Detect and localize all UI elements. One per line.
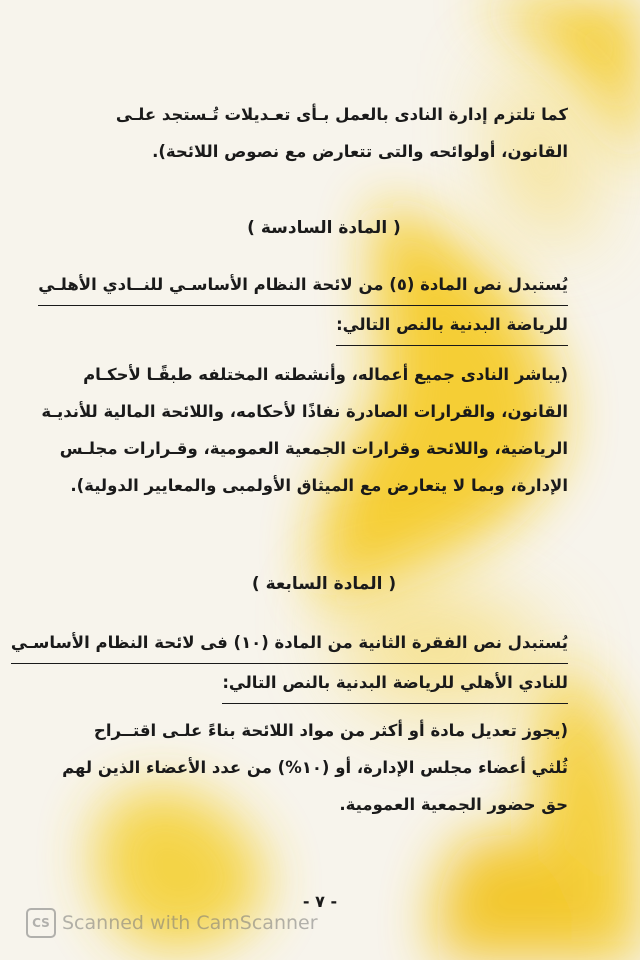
article-7-lead <box>10 624 568 704</box>
article-6-body-line-2: القانون، والقرارات الصادرة نفاذًا لأحكامه، واللائحة المالية للأنديـة <box>41 402 568 421</box>
intro-line-1: كما تلتزم إدارة النادى بالعمل بـأى تعـديلات تُـستجد علـى <box>115 105 568 124</box>
article-6-body-line-3: الرياضية، واللائحة وقرارات الجمعية العمومية، وقـرارات مجلـس <box>59 439 568 458</box>
article-6-heading: ( المادة السادسة ) <box>247 218 401 238</box>
article-6-lead-line-1: يُستبدل نص المادة (٥) من لائحة النظام الأساسـي للنــادي الأهلـي <box>38 266 568 306</box>
article-6-body-line-4: الإدارة، وبما لا يتعارض مع الميثاق الأولمبى والمعايير الدولية). <box>70 476 568 495</box>
article-6-body <box>41 356 568 504</box>
camscanner-watermark <box>26 908 318 938</box>
article-7-body-line-1: (يجوز تعديل مادة أو أكثر من مواد اللائحة بناءً علـى اقتــراح <box>93 721 568 740</box>
article-6-lead <box>38 266 568 346</box>
watermark-text: Scanned with CamScanner <box>62 912 318 934</box>
page-number: - ٧ - <box>302 892 338 911</box>
article-6-body-line-1: (يباشر النادى جميع أعماله، وأنشطته المختلفه طبقًـا لأحكـام <box>83 365 568 384</box>
article-7-lead-line-2: للنادي الأهلي للرياضة البدنية بالنص التالي: <box>222 664 568 704</box>
camscanner-icon: CS <box>26 908 56 938</box>
article-7-body-line-3: حق حضور الجمعية العمومية. <box>339 795 568 814</box>
intro-line-2: القانون، أولوائحه والتى تتعارض مع نصوص اللائحة). <box>152 142 568 161</box>
article-7-body <box>62 712 568 823</box>
article-7-lead-line-1: يُستبدل نص الفقرة الثانية من المادة (١٠) فى لائحة النظام الأساسـي <box>11 624 568 664</box>
article-7-heading: ( المادة السابعة ) <box>251 574 397 594</box>
article-7-body-line-2: ثُلثي أعضاء مجلس الإدارة، أو (١٠%) من عدد الأعضاء الذين لهم <box>62 758 568 777</box>
article-6-lead-line-2: للرياضة البدنية بالنص التالي: <box>336 306 568 346</box>
intro-paragraph <box>80 96 568 170</box>
